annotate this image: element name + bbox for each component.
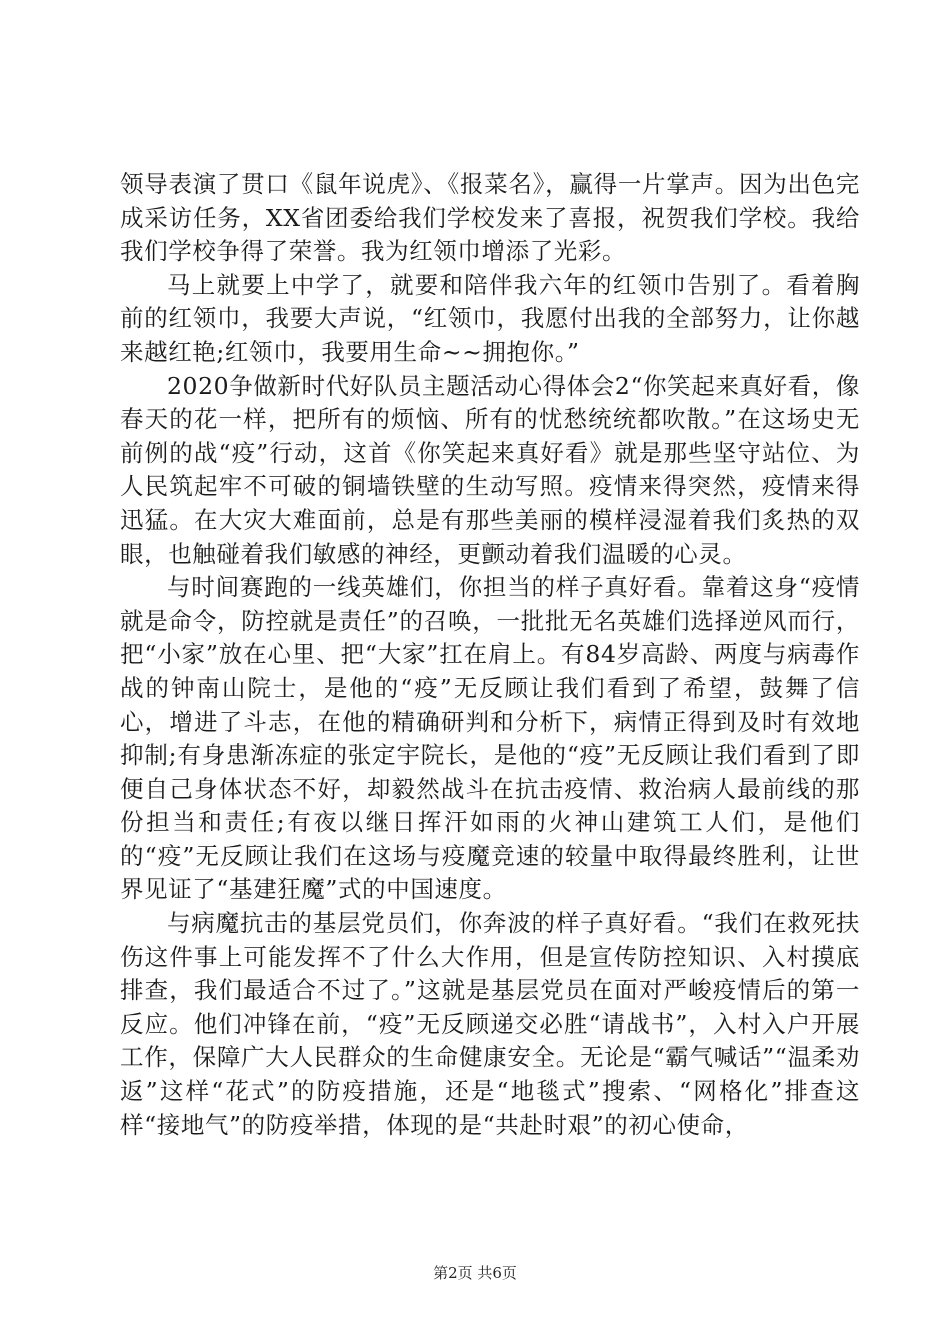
paragraph-1: 领导表演了贯口《鼠年说虎》、《报菜名》，赢得一片掌声。因为出色完成采访任务，XX省团委给我们学校发来了喜报，祝贺我们学校。我给我们学校争得了荣誉。我为红领巾增添了光彩。	[120, 170, 860, 266]
paragraph-3: 2020争做新时代好队员主题活动心得体会2“你笑起来真好看，像春天的花一样，把所有的烦恼、所有的忧愁统统都吹散。”在这场史无前例的战“疫”行动，这首《你笑起来真好看》就是那些坚守站位、为人民筑起牢不可破的铜墙铁壁的生动写照。疫情来得突然，疫情来得迅猛。在大灾大难面前，总是有那些美丽的模样浸湿着我们炙热的双眼，也触碰着我们敏感的神经，更颤动着我们温暖的心灵。	[120, 371, 860, 568]
page-footer	[0, 1262, 950, 1283]
paragraph-4: 与时间赛跑的一线英雄们，你担当的样子真好看。靠着这身“疫情就是命令，防控就是责任”的召唤，一批批无名英雄们选择逆风而行，把“小家”放在心里、把“大家”扛在肩上。有84岁高龄、两度与病毒作战的钟南山院士，是他的“疫”无反顾让我们看到了希望，鼓舞了信心，增进了斗志，在他的精确研判和分析下，病情正得到及时有效地抑制;有身患渐冻症的张定宇院长，是他的“疫”无反顾让我们看到了即便自己身体状态不好，却毅然战斗在抗击疫情、救治病人最前线的那份担当和责任;有夜以继日挥汗如雨的火神山建筑工人们，是他们的“疫”无反顾让我们在这场与疫魔竞速的较量中取得最终胜利，让世界见证了“基建狂魔”式的中国速度。	[120, 573, 860, 904]
page-number: 第2页 共6页	[433, 1264, 517, 1282]
paragraph-2: 马上就要上中学了，就要和陪伴我六年的红领巾告别了。看着胸前的红领巾，我要大声说，“红领巾，我愿付出我的全部努力，让你越来越红艳;红领巾，我要用生命~~拥抱你。”	[120, 270, 860, 366]
document-body	[120, 168, 860, 1142]
paragraph-5: 与病魔抗击的基层党员们，你奔波的样子真好看。“我们在救死扶伤这件事上可能发挥不了什么大作用，但是宣传防控知识、入村摸底排查，我们最适合不过了。”这就是基层党员在面对严峻疫情后的第一反应。他们冲锋在前，“疫”无反顾递交必胜“请战书”，入村入户开展工作，保障广大人民群众的生命健康安全。无论是“霸气喊话”“温柔劝返”这样“花式”的防疫措施，还是“地毯式”搜索、“网格化”排查这样“接地气”的防疫举措，体现的是“共赴时艰”的初心使命，	[120, 909, 860, 1139]
